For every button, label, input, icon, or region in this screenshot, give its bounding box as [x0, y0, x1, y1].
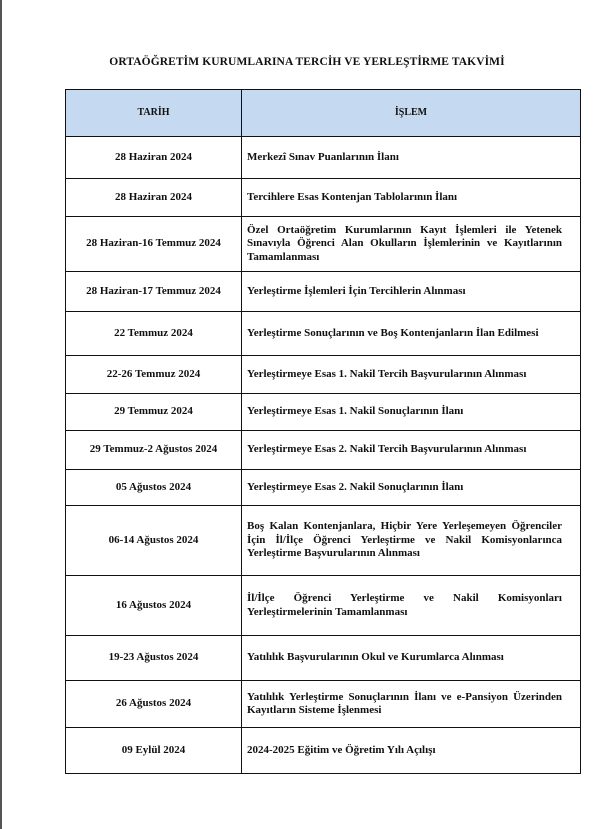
- row-date: 06-14 Ağustos 2024: [66, 506, 242, 576]
- row-action: Yatılılık Başvurularının Okul ve Kurumlarca Alınması: [242, 636, 581, 681]
- row-action: Yerleştirme İşlemleri İçin Tercihlerin Alınması: [242, 272, 581, 312]
- row-action: Yerleştirmeye Esas 2. Nakil Tercih Başvurularının Alınması: [242, 431, 581, 470]
- row-action: Yerleştirmeye Esas 1. Nakil Tercih Başvurularının Alınması: [242, 356, 581, 394]
- table-row: [66, 179, 581, 217]
- row-action: 2024-2025 Eğitim ve Öğretim Yılı Açılışı: [242, 728, 581, 774]
- row-action: İl/İlçe Öğrenci Yerleştirme ve Nakil Komisyonları Yerleştirmelerinin Tamamlanması: [242, 576, 581, 636]
- row-date: 28 Haziran-16 Temmuz 2024: [66, 217, 242, 272]
- table-row: [66, 681, 581, 728]
- row-date: 22-26 Temmuz 2024: [66, 356, 242, 394]
- row-date: 22 Temmuz 2024: [66, 312, 242, 356]
- row-action: Tercihlere Esas Kontenjan Tablolarının İlanı: [242, 179, 581, 217]
- row-date: 28 Haziran-17 Temmuz 2024: [66, 272, 242, 312]
- row-action: Merkezî Sınav Puanlarının İlanı: [242, 137, 581, 179]
- table-row: [66, 506, 581, 576]
- table-row: [66, 394, 581, 431]
- table-row: [66, 431, 581, 470]
- row-date: 26 Ağustos 2024: [66, 681, 242, 728]
- table-row: [66, 217, 581, 272]
- table-row: [66, 312, 581, 356]
- table-row: [66, 576, 581, 636]
- schedule-table: [65, 89, 581, 774]
- row-date: 16 Ağustos 2024: [66, 576, 242, 636]
- table-row: [66, 272, 581, 312]
- table-row: [66, 356, 581, 394]
- table-row: [66, 636, 581, 681]
- page-left-edge: [0, 0, 2, 829]
- row-action: Yerleştirmeye Esas 1. Nakil Sonuçlarının İlanı: [242, 394, 581, 431]
- row-action: Yatılılık Yerleştirme Sonuçlarının İlanı ve e-Pansiyon Üzerinden Kayıtların Sisteme İşlenmesi: [242, 681, 581, 728]
- table-header-row: [66, 90, 581, 137]
- row-action: Boş Kalan Kontenjanlara, Hiçbir Yere Yerleşemeyen Öğrenciler İçin İl/İlçe Öğrenci Yerleştirme ve Nakil Komisyonlarınca Yerleştirme Başvurularının Alınması: [242, 506, 581, 576]
- header-date: TARİH: [66, 90, 242, 137]
- row-date: 09 Eylül 2024: [66, 728, 242, 774]
- row-action: Yerleştirme Sonuçlarının ve Boş Kontenjanların İlan Edilmesi: [242, 312, 581, 356]
- row-date: 29 Temmuz-2 Ağustos 2024: [66, 431, 242, 470]
- document-title: ORTAÖĞRETİM KURUMLARINA TERCİH VE YERLEŞTİRME TAKVİMİ: [109, 56, 505, 68]
- row-date: 29 Temmuz 2024: [66, 394, 242, 431]
- row-date: 28 Haziran 2024: [66, 137, 242, 179]
- table-row: [66, 470, 581, 506]
- header-action: İŞLEM: [242, 90, 581, 137]
- table-row: [66, 137, 581, 179]
- row-date: 05 Ağustos 2024: [66, 470, 242, 506]
- row-action: Yerleştirmeye Esas 2. Nakil Sonuçlarının İlanı: [242, 470, 581, 506]
- row-date: 28 Haziran 2024: [66, 179, 242, 217]
- table-row: [66, 728, 581, 774]
- row-date: 19-23 Ağustos 2024: [66, 636, 242, 681]
- row-action: Özel Ortaöğretim Kurumlarının Kayıt İşlemleri ile Yetenek Sınavıyla Öğrenci Alan Okulların İşlemlerinin ve Kayıtlarının Tamamlanması: [242, 217, 581, 272]
